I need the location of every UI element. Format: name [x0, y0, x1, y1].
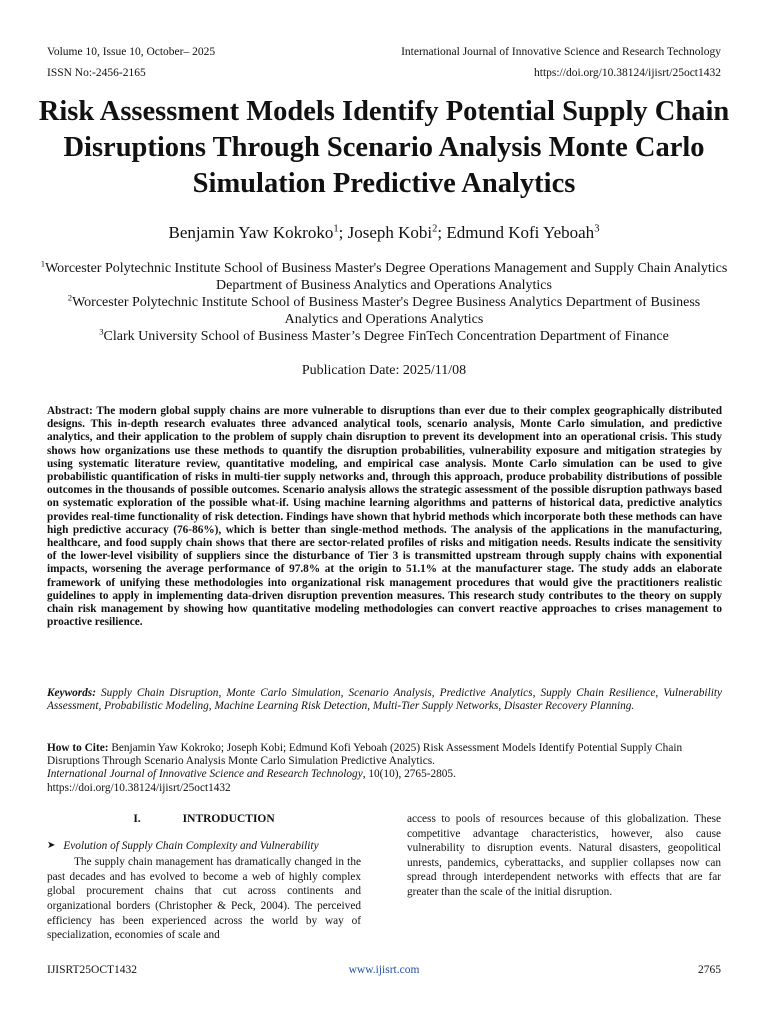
affiliation-2 [40, 294, 728, 328]
section-title: INTRODUCTION [182, 813, 275, 825]
abstract [47, 405, 722, 629]
affiliation-2-sup: 2 [67, 292, 73, 303]
keywords [47, 687, 722, 713]
affiliation-1-sup: 1 [40, 258, 46, 269]
subsection-title: Evolution of Supply Chain Complexity and Vulnerability [63, 839, 319, 852]
author-2-sup: 2 [432, 223, 438, 235]
footer-id: IJISRT25OCT1432 [47, 964, 138, 976]
how-to-cite [47, 742, 722, 795]
author-separator: ; [338, 223, 348, 242]
header-volume: Volume 10, Issue 10, October– 2025 [47, 46, 216, 58]
arrow-bullet-icon: ➤ [47, 839, 56, 851]
abstract-label: Abstract: [47, 405, 93, 417]
author-3-sup: 3 [594, 223, 600, 235]
affiliations [40, 260, 728, 345]
author-1-sup: 1 [333, 223, 339, 235]
cite-volume-pages: , 10(10), 2765-2805. [362, 768, 456, 781]
keywords-text: Supply Chain Disruption, Monte Carlo Simulation, Scenario Analysis, Predictive Analytics, Supply Chain Resilience, Vulnerability Assessment, Probabilistic Modeling, Machine Learning Risk Detection, Multi-Tier Supply Networks, Disaster Recovery Planning. [47, 687, 722, 713]
footer-website-link[interactable]: www.ijisrt.com [348, 964, 420, 976]
header-journal: International Journal of Innovative Science and Research Technology [401, 46, 721, 58]
publication-date: Publication Date: 2025/11/08 [301, 363, 467, 378]
author-list [0, 222, 768, 244]
footer-page-number: 2765 [698, 964, 721, 976]
section-heading [47, 812, 361, 827]
paragraph-left: The supply chain management has dramatically changed in the past decades and has evolved to become a web of highly complex global procurement chains that cut across continents and organizational borders (Christopher & Peck, 2004). The perceived efficiency has been experienced across the world by way of specialization, economies of scale and [47, 856, 361, 942]
subsection-heading [47, 839, 361, 854]
paper-title: Risk Assessment Models Identify Potential Supply Chain Disruptions Through Scenario Analysis Monte Carlo Simulation Predictive Analytics [38, 96, 730, 199]
author-3: Edmund Kofi Yeboah [446, 223, 595, 242]
abstract-text: The modern global supply chains are more vulnerable to disruptions than ever due to their complex geographically distributed designs. This in-depth research evaluates three advanced analytical tools, scenario analysis, Monte Carlo simulation, and predictive analytics, and their application to the problem of supply chain disruption to prevent its development into an operational crisis. This study shows how organizations use these methods to quantify the disruption probabilities, vulnerability exposure and mitigation strategies by using systematic literature review, quantitative modeling, and empirical case analysis. Monte Carlo simulation can be used to give probabilistic quantification of risks in multi-tier supply networks and, through this approach, produce probability distributions of possible outcomes in the thousands of possible outcomes. Scenario analysis allows the strategic assessment of the possible disruption pathways based on systematic exploration of the possible what-if. Using machine learning algorithms and patterns of historical data, predictive analytics provides real-time functionality of risk detection. Findings have shown that hybrid methods which incorporate both these methods can have high predictive accuracy (76-86%), which is better than single-method methods. The analysis of the applications in the manufacturing, healthcare, and food supply chain shows that there are sector-related profiles of risks and mitigation needs. Results indicate the sensitivity of the lower-level visibility of suppliers since the disturbance of Tier 3 is transmitted upstream through supply chains with exponential impacts, worsening the average performance of 97.8% at the origin to 51.1% at the manufacturer stage. The study adds an elaborate framework of unifying these methodologies into organizational risk management procedures that would give the practitioners realistic guidelines to apply in implementing data-driven disruption prevention measures. This research study contributes to the theory on supply chain risk management by showing how quantitative modeling methodologies can convert reactive approaches to crises management to proactive resilience. [47, 405, 722, 629]
author-separator: ; [437, 223, 447, 242]
paragraph-right: access to pools of resources because of this globalization. These competitive advantage characteristics, however, also cause vulnerability to disruption events. Natural disasters, geopolitical unrests, pandemics, cyberattacks, and supplier collapses now can spread through interdependent networks with effects that are far greater than the scale of the initial disruption. [407, 813, 721, 898]
author-1: Benjamin Yaw Kokroko [168, 223, 334, 242]
affiliation-3 [40, 328, 728, 345]
header-doi-link[interactable]: https://doi.org/10.38124/ijisrt/25oct1432 [534, 67, 721, 79]
keywords-label: Keywords: [47, 687, 96, 699]
affiliation-1 [40, 260, 728, 294]
cite-doi-link[interactable]: https://doi.org/10.38124/ijisrt/25oct1432 [47, 781, 231, 794]
column-right [407, 812, 721, 900]
affiliation-1-text: Worcester Polytechnic Institute School of Business Master's Degree Operations Management and Supply Chain Analytics Department of Business Analytics and Operations Analytics [45, 261, 728, 293]
affiliation-3-text: Clark University School of Business Master’s Degree FinTech Concentration Department of Finance [103, 329, 669, 344]
author-2: Joseph Kobi [347, 223, 433, 242]
affiliation-2-text: Worcester Polytechnic Institute School of Business Master's Degree Business Analytics Department of Business Analytics and Operations Analytics [72, 295, 701, 327]
section-number: I. [133, 813, 141, 825]
cite-journal: International Journal of Innovative Science and Research Technology [47, 768, 363, 781]
header-issn: ISSN No:-2456-2165 [47, 67, 146, 79]
column-left [47, 812, 361, 943]
cite-text: Benjamin Yaw Kokroko; Joseph Kobi; Edmund Kofi Yeboah (2025) Risk Assessment Models Identify Potential Supply Chain Disruptions Through Scenario Analysis Monte Carlo Simulation Predictive Analytics. [47, 742, 683, 768]
cite-label: How to Cite: [47, 742, 109, 754]
affiliation-3-sup: 3 [99, 326, 104, 337]
